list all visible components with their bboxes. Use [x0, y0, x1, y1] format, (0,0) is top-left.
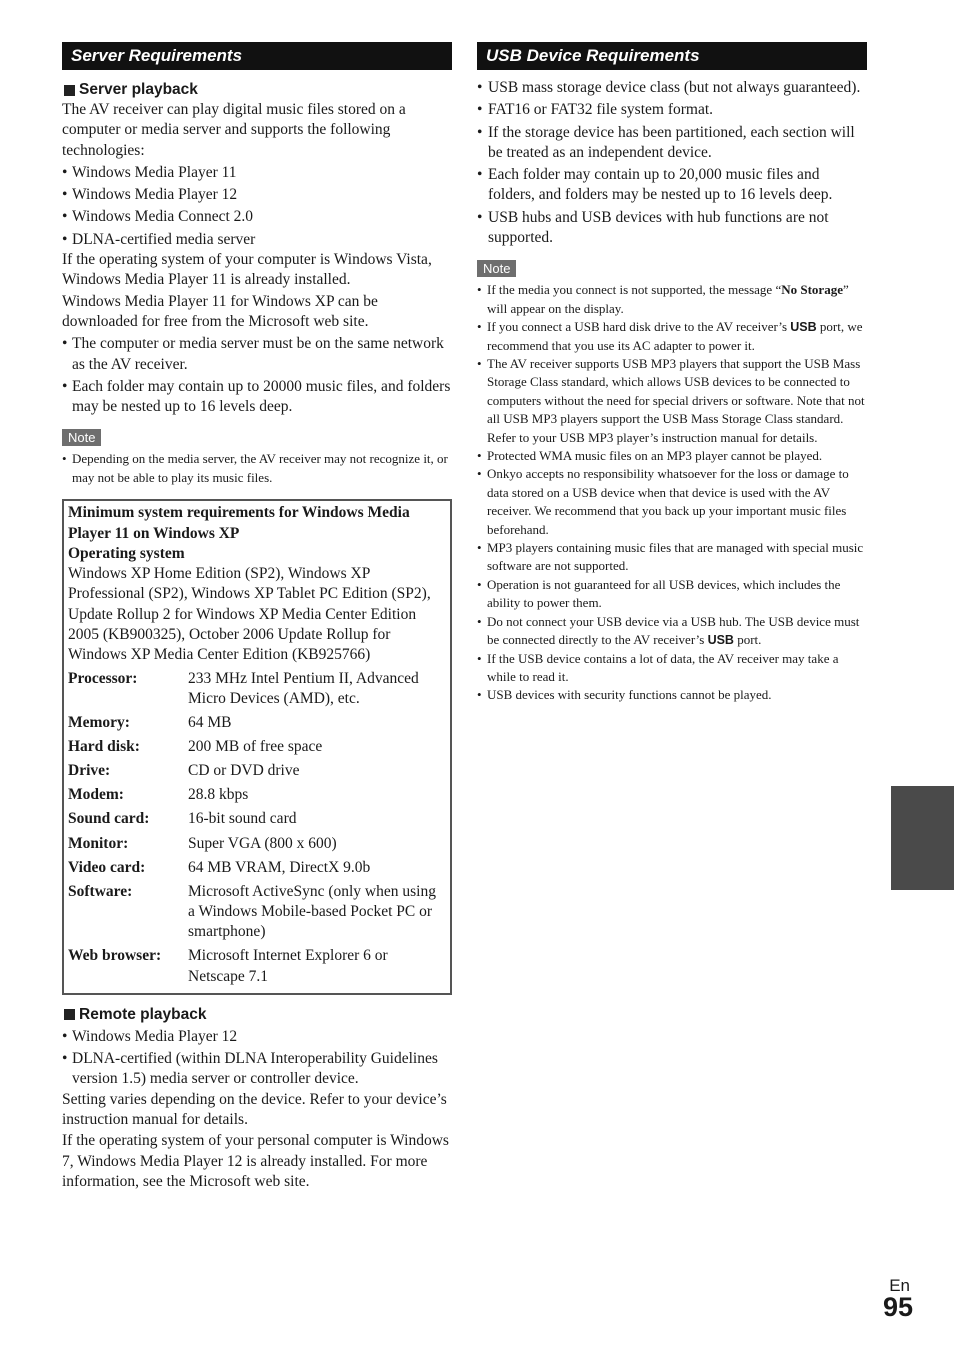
remote-playback-list: [62, 1027, 452, 1090]
list-item: • USB hubs and USB devices with hub functions are not supported.: [477, 208, 867, 249]
list-item: • Each folder may contain up to 20000 music files, and folders may be nested up to 16 levels deep.: [62, 377, 452, 418]
note-item: • USB devices with security functions cannot be played.: [477, 686, 867, 704]
list-item: • The computer or media server must be on the same network as the AV receiver.: [62, 334, 452, 375]
server-requirements-heading: Server Requirements: [62, 42, 452, 70]
spec-value: Microsoft Internet Explorer 6 or Netscape 7.1: [188, 947, 388, 985]
note-text: Do not connect your USB device via a USB hub. The USB device must be connected directly to the AV receiver’s: [487, 613, 860, 648]
spec-value: 16-bit sound card: [188, 810, 297, 828]
right-column: [477, 42, 867, 705]
list-item: • Windows Media Player 12: [62, 185, 452, 205]
technology-list: [62, 163, 452, 250]
spec-value: 200 MB of free space: [188, 738, 323, 756]
note-item: • Depending on the media server, the AV receiver may not recognize it, or may not be able to play its music files.: [62, 450, 452, 487]
list-item: • Windows Media Connect 2.0: [62, 207, 452, 227]
list-item: • DLNA-certified (within DLNA Interoperability Guidelines version 1.5) media server or controller device.: [62, 1049, 452, 1090]
spec-key: Monitor:: [68, 834, 129, 852]
spec-key: Modem:: [68, 786, 124, 804]
spec-key: Software:: [68, 882, 133, 900]
xp-download-paragraph: Windows Media Player 11 for Windows XP can be downloaded for free from the Microsoft web site.: [62, 292, 378, 330]
note-text: If the media you connect is not supported, the message “: [487, 282, 782, 298]
left-notes: [62, 450, 452, 487]
note-text: port.: [737, 632, 762, 648]
note-text: If you connect a USB hard disk drive to the AV receiver’s: [487, 319, 788, 335]
chapter-side-tab: [891, 786, 954, 890]
page-number: 95: [882, 1292, 913, 1322]
note-item: [477, 613, 867, 650]
spec-value: 28.8 kbps: [188, 786, 249, 804]
spec-key: Hard disk:: [68, 738, 140, 756]
requirements-title: Minimum system requirements for Windows Media Player 11 on Windows XP: [68, 504, 410, 542]
usb-requirements-heading: USB Device Requirements: [477, 42, 867, 70]
list-item: • Windows Media Player 12: [62, 1027, 452, 1047]
no-storage-word: Storage: [800, 282, 843, 298]
spec-value: CD or DVD drive: [188, 762, 300, 780]
square-bullet-icon: [64, 85, 75, 96]
table-row: [68, 785, 444, 809]
table-row: [68, 882, 444, 947]
note-item: • If the USB device contains a lot of data, the AV receiver may take a while to read it.: [477, 650, 867, 687]
table-row: [68, 946, 444, 990]
usb-requirements-list: [477, 78, 867, 248]
note-text: ” will appear on the display.: [487, 282, 849, 316]
square-bullet-icon: [64, 1009, 75, 1020]
spec-value: 64 MB VRAM, DirectX 9.0b: [188, 858, 371, 876]
spec-value: 64 MB: [188, 714, 232, 732]
spec-key: Processor:: [68, 669, 138, 687]
table-row: [68, 737, 444, 761]
spec-value: Microsoft ActiveSync (only when using a Windows Mobile-based Pocket PC or smartphone): [188, 882, 436, 941]
page-language: En: [889, 1276, 910, 1295]
note-item: • Operation is not guaranteed for all USB devices, which includes the ability to power them.: [477, 576, 867, 613]
usb-port-label: USB: [707, 633, 734, 648]
table-row: [68, 809, 444, 833]
note-item: [477, 281, 867, 318]
list-item: • Each folder may contain up to 20,000 music files and folders, and folders may be nested up to 16 levels deep.: [477, 165, 867, 206]
table-row: [68, 834, 444, 858]
spec-table: [68, 669, 444, 991]
spec-key: Web browser:: [68, 947, 162, 965]
list-item: • FAT16 or FAT32 file system format.: [477, 100, 867, 120]
note-label: Note: [62, 429, 101, 446]
note-item: • Protected WMA music files on an MP3 player cannot be played.: [477, 447, 867, 465]
table-row: [68, 761, 444, 785]
windows7-paragraph: If the operating system of your personal computer is Windows 7, Windows Media Player 12 is already installed. For more information, see the Microsoft web site.: [62, 1132, 449, 1190]
list-item: • DLNA-certified media server: [62, 230, 452, 250]
left-column: [62, 42, 452, 1192]
spec-key: Sound card:: [68, 810, 150, 828]
server-playback-subheading: [62, 80, 452, 100]
table-row: [68, 858, 444, 882]
table-row: [68, 669, 444, 713]
spec-key: Drive:: [68, 762, 111, 780]
right-notes: [477, 281, 867, 704]
remote-playback-subheading: [62, 1005, 452, 1025]
note-text: port, we recommend that you use its AC adapter to power it.: [487, 319, 863, 353]
os-heading: Operating system: [68, 544, 185, 562]
table-row: [68, 713, 444, 737]
spec-value: Super VGA (800 x 600): [188, 834, 337, 852]
no-storage-word: No: [781, 282, 798, 298]
note-item: [477, 318, 867, 355]
remote-playback-title: Remote playback: [79, 1005, 207, 1023]
requirements-box: [62, 499, 452, 995]
list-item: • Windows Media Player 11: [62, 163, 452, 183]
spec-key: Video card:: [68, 858, 146, 876]
vista-paragraph: If the operating system of your computer is Windows Vista, Windows Media Player 11 is already installed.: [62, 251, 432, 289]
spec-key: Memory:: [68, 714, 130, 732]
os-text: Windows XP Home Edition (SP2), Windows XP Professional (SP2), Windows XP Tablet PC Edition (SP2), Update Rollup 2 for Windows XP Media Center Edition 2005 (KB900325), October 2006 Update Rollup for Windows XP Media Center Edition (KB925766): [68, 565, 431, 664]
server-playback-title: Server playback: [79, 81, 198, 98]
list-item: • If the storage device has been partitioned, each section will be treated as an independent device.: [477, 123, 867, 164]
list-item: • USB mass storage device class (but not always guaranteed).: [477, 78, 867, 98]
remote-setting-paragraph: Setting varies depending on the device. Refer to your device’s instruction manual for details.: [62, 1090, 447, 1128]
server-playback-intro: The AV receiver can play digital music files stored on a computer or media server and supports the following technologies:: [62, 101, 406, 159]
note-item: • Onkyo accepts no responsibility whatsoever for the loss or damage to data stored on a USB device when that device is used with the AV receiver. We recommend that you back up your important music files beforehand.: [477, 465, 867, 539]
conditions-list: [62, 334, 452, 417]
note-item: • The AV receiver supports USB MP3 players that support the USB Mass Storage Class standard, which allows USB devices to be connected to computers without the need for special drivers or software. Note that not all USB MP3 players support the USB Mass Storage Class standard. Refer to your USB MP3 player’s instruction manual for details.: [477, 355, 867, 447]
usb-port-label: USB: [790, 320, 817, 335]
note-item: • MP3 players containing music files that are managed with special music software are not supported.: [477, 539, 867, 576]
spec-value: 233 MHz Intel Pentium II, Advanced Micro Devices (AMD), etc.: [188, 669, 419, 707]
note-label: Note: [477, 260, 516, 277]
